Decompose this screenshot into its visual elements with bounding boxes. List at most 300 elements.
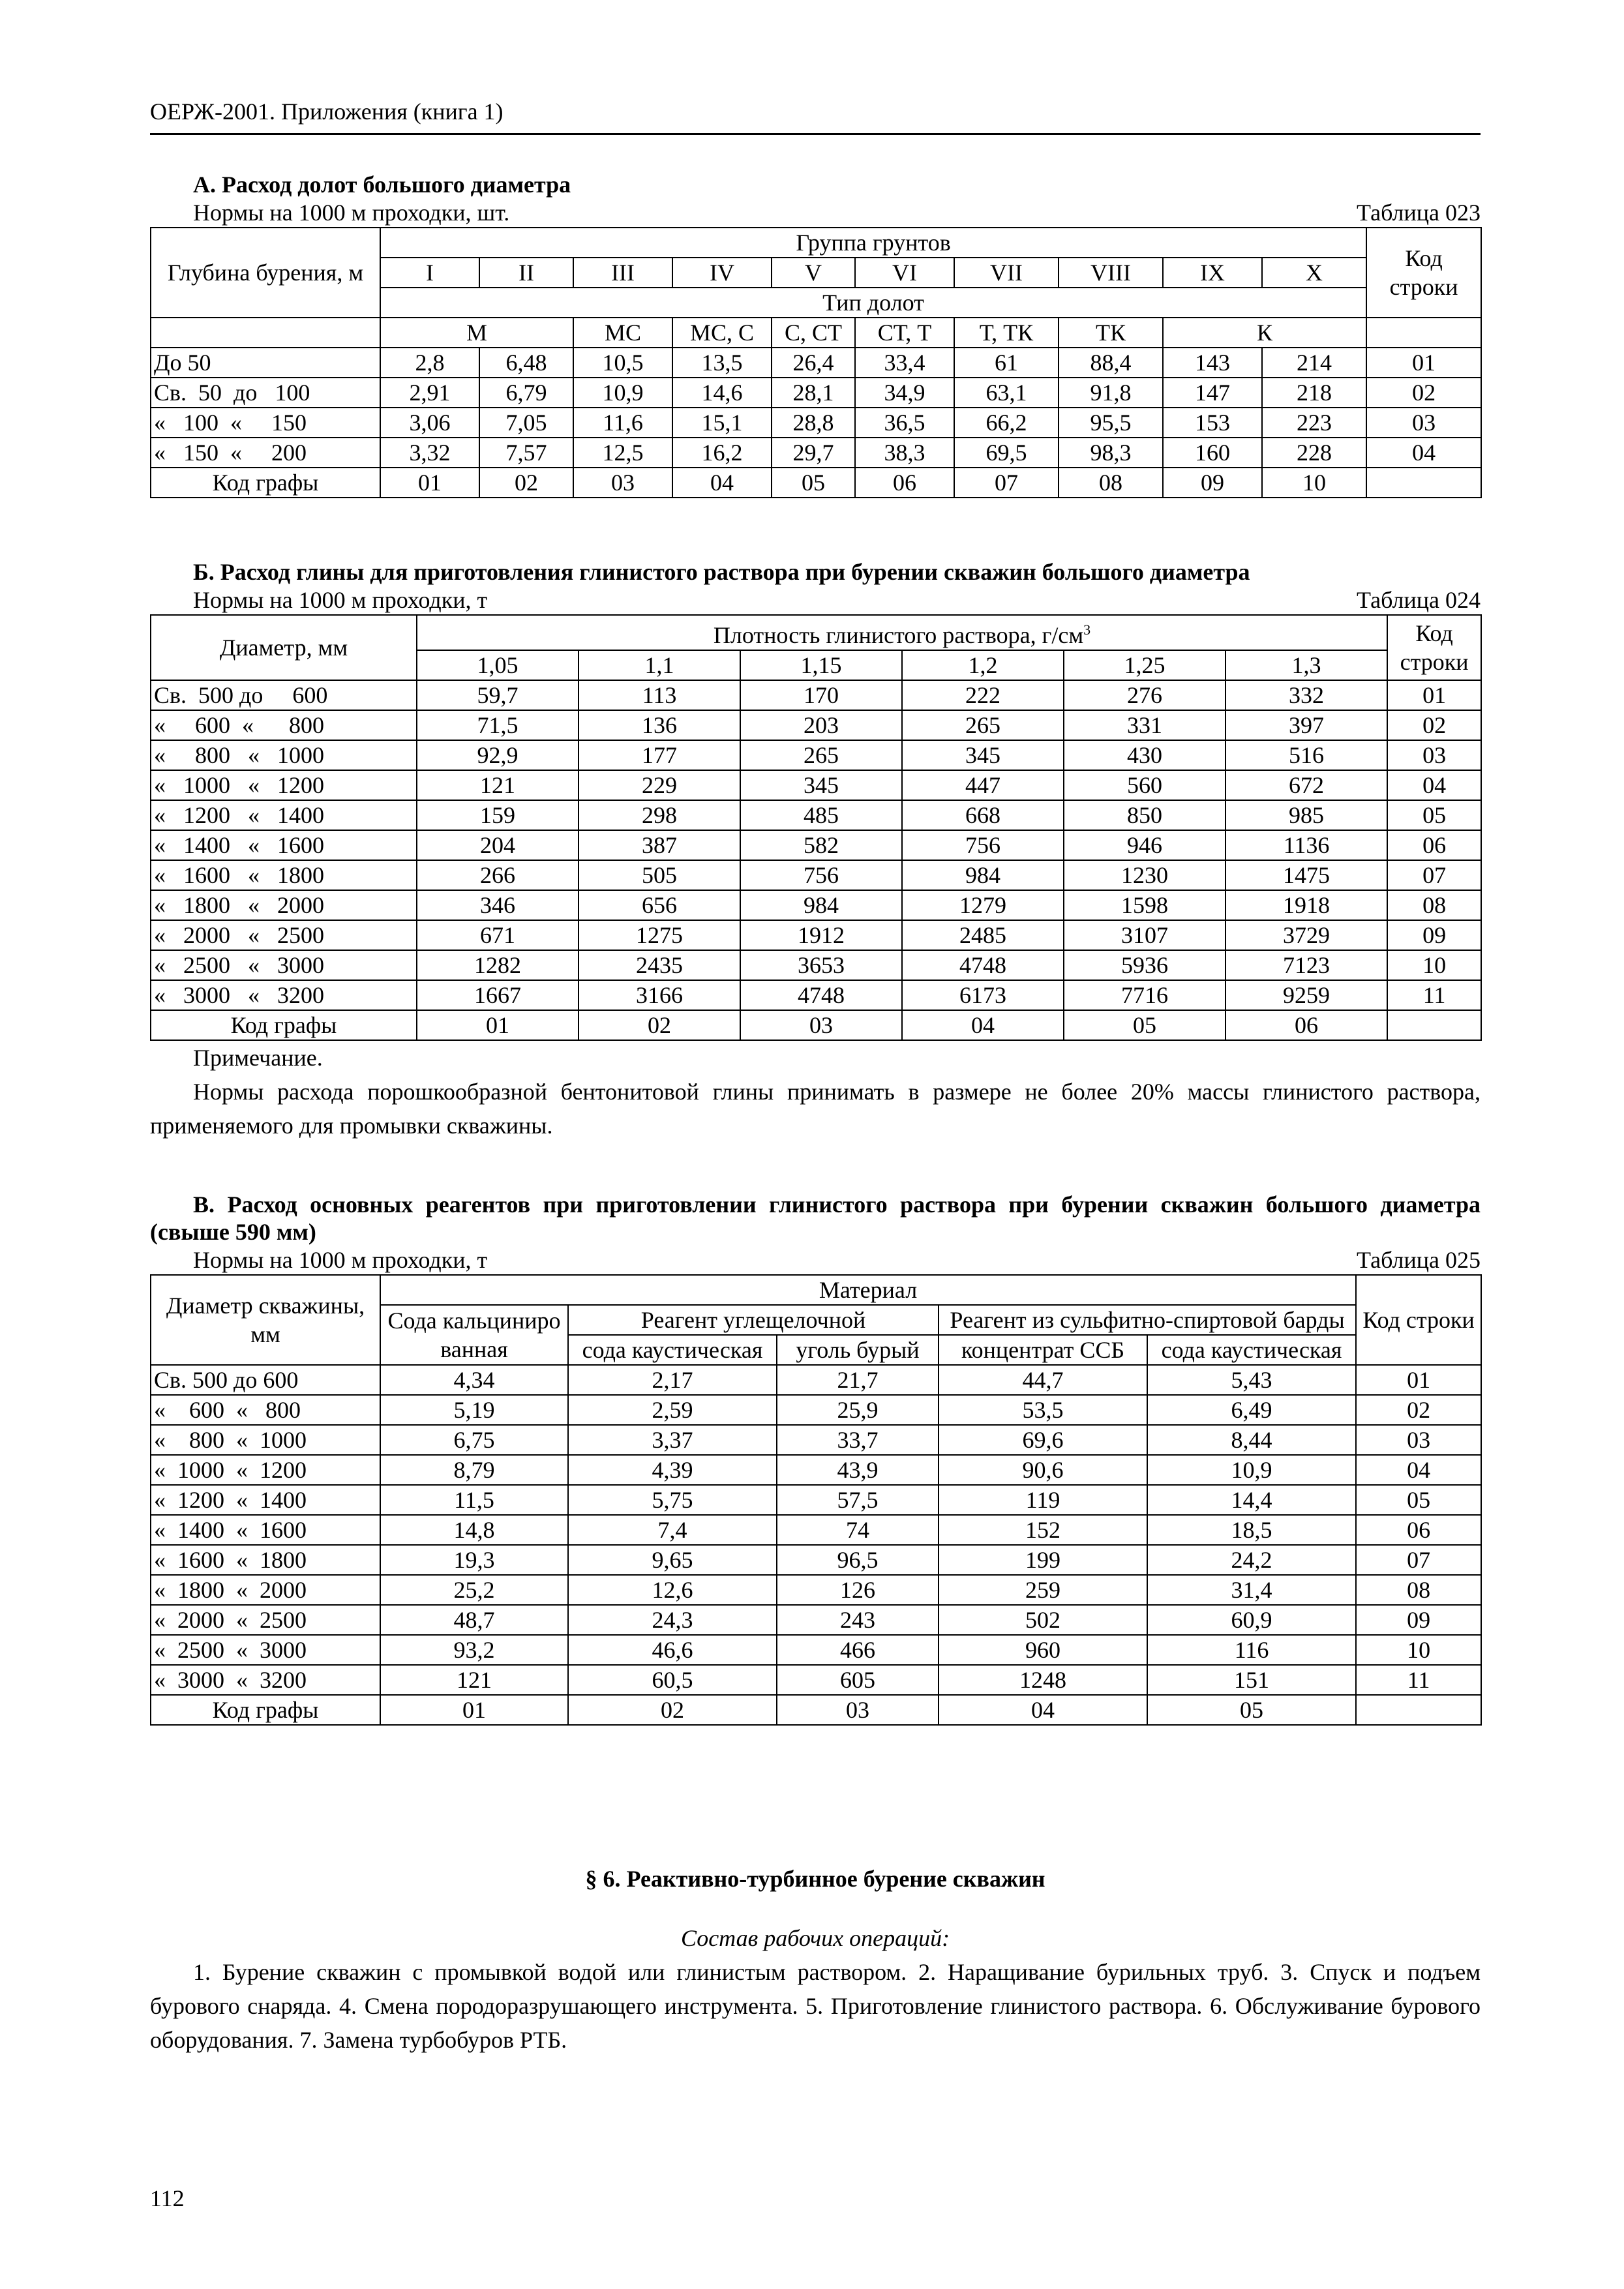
bit-type-cell: Т, ТК — [954, 318, 1059, 348]
table-cell: 985 — [1226, 800, 1387, 830]
table-cell: 430 — [1064, 740, 1226, 770]
col-code: 03 — [777, 1695, 939, 1725]
row-code: 02 — [1387, 710, 1481, 740]
density-cell: 1,05 — [417, 650, 579, 680]
table-cell: 43,9 — [777, 1455, 939, 1485]
col-code: 05 — [772, 468, 855, 498]
table-cell: 57,5 — [777, 1485, 939, 1515]
table-cell: 31,4 — [1147, 1575, 1356, 1605]
table-cell: 18,5 — [1147, 1515, 1356, 1545]
table-cell: 2435 — [579, 950, 740, 980]
table-cell: 1275 — [579, 920, 740, 950]
note-text: Нормы расхода порошкообразной бентонитовой глины принимать в размере не более 20% массы глинистого раствора, применяемого для промывки скважины. — [150, 1079, 1481, 1139]
note-title: Примечание. — [193, 1045, 323, 1071]
table-cell: 25,2 — [380, 1575, 568, 1605]
table-cell: 98,3 — [1059, 438, 1163, 468]
group-cell: VII — [954, 258, 1059, 288]
row-code: 01 — [1356, 1365, 1481, 1395]
table-row — [151, 740, 1481, 770]
table-cell: 229 — [579, 770, 740, 800]
table-cell: 59,7 — [417, 680, 579, 710]
section-a-title: А. Расход долот большого диаметра — [193, 172, 571, 198]
col-diam-header: Диаметр скважины, мм — [151, 1275, 380, 1365]
bit-type-cell: СТ, Т — [855, 318, 954, 348]
section-c-title: В. Расход основных реагентов при приготовлении глинистого раствора при бурении скважин большого диаметра (свыше 590 мм) — [150, 1191, 1481, 1245]
table-cell: 199 — [939, 1545, 1147, 1575]
table-cell: 11,5 — [380, 1485, 568, 1515]
table-cell: 466 — [777, 1635, 939, 1665]
col-code-row — [151, 1010, 1481, 1040]
table-cell: 218 — [1262, 378, 1366, 408]
table-cell: 46,6 — [568, 1635, 777, 1665]
table-cell: 984 — [902, 860, 1064, 890]
table-row — [151, 830, 1481, 860]
table-cell: 34,9 — [855, 378, 954, 408]
table-cell: 505 — [579, 860, 740, 890]
table-cell: 93,2 — [380, 1635, 568, 1665]
row-code: 03 — [1366, 408, 1481, 438]
table-cell: 143 — [1163, 348, 1262, 378]
table-cell: 10,9 — [1147, 1455, 1356, 1485]
table-cell: 485 — [740, 800, 902, 830]
table-cell: 7,05 — [479, 408, 573, 438]
table-cell: 10,9 — [573, 378, 672, 408]
table-row — [151, 1635, 1481, 1665]
table-cell: 88,4 — [1059, 348, 1163, 378]
table-cell: 147 — [1163, 378, 1262, 408]
table-cell: 3,37 — [568, 1425, 777, 1455]
table-cell: 214 — [1262, 348, 1366, 378]
row-code: 01 — [1366, 348, 1481, 378]
table-cell: 266 — [417, 860, 579, 890]
table-cell: 2,59 — [568, 1395, 777, 1425]
row-code-header: Код строки — [1366, 228, 1481, 318]
table-cell: 177 — [579, 740, 740, 770]
table-cell: 756 — [902, 830, 1064, 860]
header-rule — [150, 133, 1481, 135]
table-024 — [150, 614, 1482, 1041]
table-row — [151, 438, 1481, 468]
table-cell: 136 — [579, 710, 740, 740]
row-label: « 3000 « 3200 — [151, 1665, 380, 1695]
table-row — [151, 710, 1481, 740]
table-cell: 582 — [740, 830, 902, 860]
table-cell: 1918 — [1226, 890, 1387, 920]
table-cell: 243 — [777, 1605, 939, 1635]
table-cell: 387 — [579, 830, 740, 860]
table-row — [151, 1605, 1481, 1635]
table-cell: 113 — [579, 680, 740, 710]
row-label: « 1800 « 2000 — [151, 1575, 380, 1605]
table-cell: 121 — [380, 1665, 568, 1695]
table-cell: 298 — [579, 800, 740, 830]
table-cell: 71,5 — [417, 710, 579, 740]
group-cell: V — [772, 258, 855, 288]
table-cell: 3729 — [1226, 920, 1387, 950]
table-cell: 5936 — [1064, 950, 1226, 980]
table-cell: 331 — [1064, 710, 1226, 740]
row-code: 06 — [1356, 1515, 1481, 1545]
group-cell: IV — [672, 258, 772, 288]
table-row — [151, 680, 1481, 710]
table-cell: 5,43 — [1147, 1365, 1356, 1395]
table-row — [151, 1425, 1481, 1455]
table-cell: 14,6 — [672, 378, 772, 408]
bit-type-cell: ТК — [1059, 318, 1163, 348]
section-6 — [150, 1865, 1481, 2057]
table-cell: 33,7 — [777, 1425, 939, 1455]
table-cell: 397 — [1226, 710, 1387, 740]
row-code-header: Код строки — [1356, 1275, 1481, 1365]
table-cell: 63,1 — [954, 378, 1059, 408]
col-code: 05 — [1064, 1010, 1226, 1040]
table-cell: 3653 — [740, 950, 902, 980]
table-cell: 121 — [417, 770, 579, 800]
col-code-label: Код графы — [151, 1010, 417, 1040]
table-cell: 69,5 — [954, 438, 1059, 468]
table-cell: 3166 — [579, 980, 740, 1010]
table-cell: 160 — [1163, 438, 1262, 468]
table-cell: 13,5 — [672, 348, 772, 378]
page-number: 112 — [150, 2185, 185, 2211]
group-cell: III — [573, 258, 672, 288]
group-cell: VIII — [1059, 258, 1163, 288]
table-cell: 14,8 — [380, 1515, 568, 1545]
table-cell: 12,6 — [568, 1575, 777, 1605]
row-label: « 1200 « 1400 — [151, 800, 417, 830]
section-c-meta — [150, 1246, 1481, 1274]
note-block — [150, 1041, 1481, 1143]
table-cell: 1230 — [1064, 860, 1226, 890]
col-code: 06 — [855, 468, 954, 498]
col-code: 03 — [740, 1010, 902, 1040]
table-cell: 668 — [902, 800, 1064, 830]
row-label: Св. 50 до 100 — [151, 378, 380, 408]
table-cell: 850 — [1064, 800, 1226, 830]
soda-caust-header: сода каустическая — [568, 1335, 777, 1365]
col-code: 05 — [1147, 1695, 1356, 1725]
group-cell: X — [1262, 258, 1366, 288]
row-label: « 600 « 800 — [151, 1395, 380, 1425]
row-code: 11 — [1356, 1665, 1481, 1695]
table-cell: 1667 — [417, 980, 579, 1010]
row-label: « 800 « 1000 — [151, 740, 417, 770]
row-code: 04 — [1387, 770, 1481, 800]
table-cell: 28,8 — [772, 408, 855, 438]
table-cell: 6,48 — [479, 348, 573, 378]
section-a-meta — [150, 198, 1481, 227]
table-cell: 222 — [902, 680, 1064, 710]
col-code-row — [151, 468, 1481, 498]
material-header: Материал — [380, 1275, 1356, 1305]
row-label: Св. 500 до 600 — [151, 1365, 380, 1395]
section-b-meta — [150, 586, 1481, 614]
table-cell: 5,19 — [380, 1395, 568, 1425]
row-code: 04 — [1366, 438, 1481, 468]
col-code: 02 — [479, 468, 573, 498]
table-cell: 1136 — [1226, 830, 1387, 860]
col-code: 01 — [380, 1695, 568, 1725]
table-cell: 95,5 — [1059, 408, 1163, 438]
table-row — [151, 890, 1481, 920]
row-code-header: Код строки — [1387, 615, 1481, 680]
table-cell: 203 — [740, 710, 902, 740]
section-6-title: § 6. Реактивно-турбинное бурение скважин — [585, 1866, 1045, 1892]
running-header: ОЕРЖ-2001. Приложения (книга 1) — [150, 98, 504, 125]
section-a — [150, 171, 1481, 498]
table-cell: 116 — [1147, 1635, 1356, 1665]
col-code: 07 — [954, 468, 1059, 498]
table-cell: 259 — [939, 1575, 1147, 1605]
table-cell: 6,79 — [479, 378, 573, 408]
table-cell: 228 — [1262, 438, 1366, 468]
table-cell: 4,34 — [380, 1365, 568, 1395]
table-025 — [150, 1274, 1482, 1726]
row-label: « 800 « 1000 — [151, 1425, 380, 1455]
row-code: 09 — [1356, 1605, 1481, 1635]
density-cell: 1,15 — [740, 650, 902, 680]
col-code: 03 — [573, 468, 672, 498]
table-cell: 332 — [1226, 680, 1387, 710]
table-row — [151, 348, 1481, 378]
table-cell: 96,5 — [777, 1545, 939, 1575]
table-cell: 16,2 — [672, 438, 772, 468]
table-cell: 92,9 — [417, 740, 579, 770]
row-label: « 150 « 200 — [151, 438, 380, 468]
table-cell: 276 — [1064, 680, 1226, 710]
table-cell: 21,7 — [777, 1365, 939, 1395]
density-cell: 1,3 — [1226, 650, 1387, 680]
table-cell: 447 — [902, 770, 1064, 800]
table-cell: 5,75 — [568, 1485, 777, 1515]
row-code: 02 — [1356, 1395, 1481, 1425]
col-code-empty — [1356, 1695, 1481, 1725]
col-code: 02 — [579, 1010, 740, 1040]
table-row — [151, 1455, 1481, 1485]
table-cell: 19,3 — [380, 1545, 568, 1575]
table-cell: 6,75 — [380, 1425, 568, 1455]
table-cell: 7,57 — [479, 438, 573, 468]
row-code: 04 — [1356, 1455, 1481, 1485]
row-label: « 1600 « 1800 — [151, 1545, 380, 1575]
row-label: « 2000 « 2500 — [151, 920, 417, 950]
group-cell: II — [479, 258, 573, 288]
row-code: 08 — [1356, 1575, 1481, 1605]
row-code: 05 — [1387, 800, 1481, 830]
col-code: 04 — [902, 1010, 1064, 1040]
table-cell: 91,8 — [1059, 378, 1163, 408]
soda-calc-header: Сода кальцинированная — [380, 1305, 568, 1365]
table-cell: 60,9 — [1147, 1605, 1356, 1635]
bit-type-cell: МС, С — [672, 318, 772, 348]
table-cell: 48,7 — [380, 1605, 568, 1635]
table-cell: 24,3 — [568, 1605, 777, 1635]
table-cell: 10,5 — [573, 348, 672, 378]
table-cell: 11,6 — [573, 408, 672, 438]
section-c-norms: Нормы на 1000 м проходки, т — [193, 1247, 488, 1273]
table-row — [151, 950, 1481, 980]
section-c-table-no: Таблица 025 — [1357, 1247, 1481, 1273]
table-cell: 53,5 — [939, 1395, 1147, 1425]
table-cell: 4748 — [740, 980, 902, 1010]
table-cell: 24,2 — [1147, 1545, 1356, 1575]
table-cell: 9,65 — [568, 1545, 777, 1575]
row-code: 07 — [1387, 860, 1481, 890]
table-cell: 946 — [1064, 830, 1226, 860]
section-b-table-no: Таблица 024 — [1357, 587, 1481, 613]
table-cell: 119 — [939, 1485, 1147, 1515]
table-cell: 44,7 — [939, 1365, 1147, 1395]
col-code: 04 — [939, 1695, 1147, 1725]
table-row — [151, 770, 1481, 800]
ops-title: Состав рабочих операций: — [680, 1925, 950, 1951]
section-b-norms: Нормы на 1000 м проходки, т — [193, 587, 488, 613]
col-code: 06 — [1226, 1010, 1387, 1040]
row-code: 01 — [1387, 680, 1481, 710]
table-cell: 346 — [417, 890, 579, 920]
table-cell: 756 — [740, 860, 902, 890]
col-code-label: Код графы — [151, 1695, 380, 1725]
col-code: 04 — [672, 468, 772, 498]
section-a-table-no: Таблица 023 — [1357, 200, 1481, 226]
row-label: « 1800 « 2000 — [151, 890, 417, 920]
table-cell: 265 — [740, 740, 902, 770]
table-cell: 4,39 — [568, 1455, 777, 1485]
table-cell: 656 — [579, 890, 740, 920]
table-cell: 265 — [902, 710, 1064, 740]
row-label: « 600 « 800 — [151, 710, 417, 740]
col-code: 09 — [1163, 468, 1262, 498]
table-cell: 2,17 — [568, 1365, 777, 1395]
col-code: 02 — [568, 1695, 777, 1725]
table-cell: 7,4 — [568, 1515, 777, 1545]
table-cell: 8,44 — [1147, 1425, 1356, 1455]
row-label: « 3000 « 3200 — [151, 980, 417, 1010]
table-row — [151, 1515, 1481, 1545]
table-cell: 28,1 — [772, 378, 855, 408]
table-cell: 1248 — [939, 1665, 1147, 1695]
table-cell: 66,2 — [954, 408, 1059, 438]
row-code: 02 — [1366, 378, 1481, 408]
row-label: « 1400 « 1600 — [151, 1515, 380, 1545]
table-cell: 672 — [1226, 770, 1387, 800]
density-cell: 1,25 — [1064, 650, 1226, 680]
row-code: 10 — [1356, 1635, 1481, 1665]
table-cell: 38,3 — [855, 438, 954, 468]
bit-type-cell: С, СТ — [772, 318, 855, 348]
table-cell: 25,9 — [777, 1395, 939, 1425]
section-a-norms: Нормы на 1000 м проходки, шт. — [193, 200, 510, 226]
brown-coal-header: уголь бурый — [777, 1335, 939, 1365]
table-cell: 152 — [939, 1515, 1147, 1545]
reagent-ugl-header: Реагент углещелочной — [568, 1305, 939, 1335]
table-cell: 159 — [417, 800, 579, 830]
table-cell: 4748 — [902, 950, 1064, 980]
row-code: 07 — [1356, 1545, 1481, 1575]
section-c — [150, 1191, 1481, 1726]
table-cell: 170 — [740, 680, 902, 710]
row-label: « 1400 « 1600 — [151, 830, 417, 860]
row-code: 09 — [1387, 920, 1481, 950]
row-label: « 2000 « 2500 — [151, 1605, 380, 1635]
table-row — [151, 1575, 1481, 1605]
table-cell: 90,6 — [939, 1455, 1147, 1485]
table-cell: 984 — [740, 890, 902, 920]
table-cell: 153 — [1163, 408, 1262, 438]
group-cell: IX — [1163, 258, 1262, 288]
table-cell: 61 — [954, 348, 1059, 378]
row-label: « 2500 « 3000 — [151, 1635, 380, 1665]
table-cell: 14,4 — [1147, 1485, 1356, 1515]
table-cell: 69,6 — [939, 1425, 1147, 1455]
table-cell: 6,49 — [1147, 1395, 1356, 1425]
table-cell: 223 — [1262, 408, 1366, 438]
row-label: « 1000 « 1200 — [151, 1455, 380, 1485]
row-code: 05 — [1356, 1485, 1481, 1515]
table-cell: 560 — [1064, 770, 1226, 800]
table-cell: 345 — [740, 770, 902, 800]
table-cell: 671 — [417, 920, 579, 950]
row-code: 03 — [1356, 1425, 1481, 1455]
table-cell: 26,4 — [772, 348, 855, 378]
col-code-empty — [1366, 468, 1481, 498]
bit-type-header: Тип долот — [380, 288, 1366, 318]
table-row — [151, 1665, 1481, 1695]
group-cell: I — [380, 258, 479, 288]
table-cell: 3107 — [1064, 920, 1226, 950]
table-cell: 60,5 — [568, 1665, 777, 1695]
row-label: « 1600 « 1800 — [151, 860, 417, 890]
table-cell: 12,5 — [573, 438, 672, 468]
ssb-conc-header: концентрат ССБ — [939, 1335, 1147, 1365]
col-code-empty — [1387, 1010, 1481, 1040]
row-label: « 1200 « 1400 — [151, 1485, 380, 1515]
row-code: 10 — [1387, 950, 1481, 980]
col-depth-header: Глубина бурения, м — [151, 228, 380, 318]
table-cell: 1912 — [740, 920, 902, 950]
table-cell: 15,1 — [672, 408, 772, 438]
table-cell: 36,5 — [855, 408, 954, 438]
density-cell: 1,1 — [579, 650, 740, 680]
table-row — [151, 1545, 1481, 1575]
col-code: 01 — [417, 1010, 579, 1040]
table-row — [151, 1365, 1481, 1395]
table-cell: 33,4 — [855, 348, 954, 378]
density-header: Плотность глинистого раствора, $г/см^3$ — [417, 615, 1387, 650]
table-cell: 516 — [1226, 740, 1387, 770]
col-code: 08 — [1059, 468, 1163, 498]
table-cell: 2,91 — [380, 378, 479, 408]
table-cell: 151 — [1147, 1665, 1356, 1695]
table-cell: 2,8 — [380, 348, 479, 378]
ops-text: 1. Бурение скважин с промывкой водой или глинистым раствором. 2. Наращивание бурильных труб. 3. Спуск и подъем бурового снаряда. 4. Смена породоразрушающего инструмента. 5. Приготовление глинистого раствора. 6. Обслуживание бурового оборудования. 7. Замена турбобуров РТБ. — [150, 1959, 1481, 2053]
table-row — [151, 1485, 1481, 1515]
density-cell: 1,2 — [902, 650, 1064, 680]
row-code: 06 — [1387, 830, 1481, 860]
row-code: 08 — [1387, 890, 1481, 920]
row-label: « 100 « 150 — [151, 408, 380, 438]
table-row — [151, 920, 1481, 950]
table-cell: 74 — [777, 1515, 939, 1545]
table-cell: 6173 — [902, 980, 1064, 1010]
table-cell: 8,79 — [380, 1455, 568, 1485]
table-cell: 605 — [777, 1665, 939, 1695]
col-diam-header: Диаметр, мм — [151, 615, 417, 680]
col-code: 10 — [1262, 468, 1366, 498]
table-cell: 1475 — [1226, 860, 1387, 890]
col-code-row — [151, 1695, 1481, 1725]
col-code-label: Код графы — [151, 468, 380, 498]
